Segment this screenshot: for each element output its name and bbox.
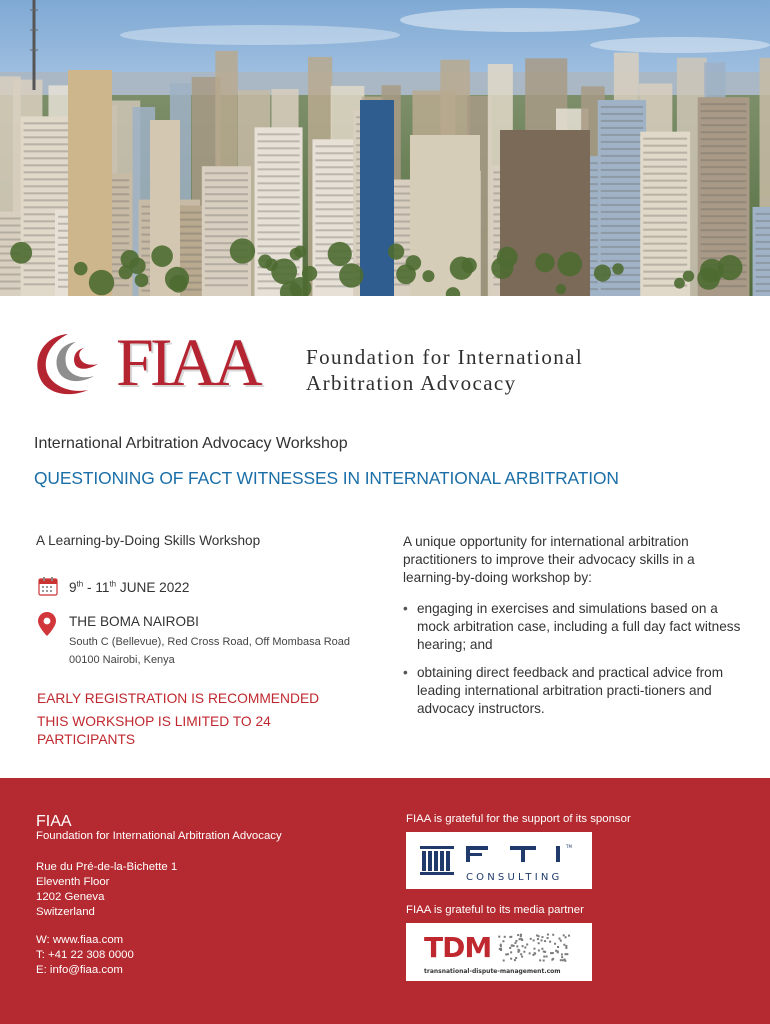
tree	[151, 245, 173, 267]
map-dot	[541, 948, 543, 950]
sponsor-text: FIAA is grateful for the support of its sponsor	[406, 813, 631, 825]
map-dot	[522, 945, 524, 947]
contact-email: E: info@fiaa.com	[36, 964, 123, 976]
footer	[0, 778, 770, 1024]
media-partner-text: FIAA is grateful to its media partner	[406, 904, 584, 916]
map-dot	[507, 953, 509, 955]
map-dot	[500, 945, 502, 947]
workshop-title: QUESTIONING OF FACT WITNESSES IN INTERNATIONAL ARBITRATION	[34, 468, 619, 488]
map-dot	[500, 949, 502, 951]
workshop-type: International Arbitration Advocacy Workshop	[34, 435, 348, 452]
tree	[700, 259, 724, 283]
tree	[557, 252, 582, 277]
map-dot	[524, 947, 526, 949]
map-dot	[515, 940, 517, 942]
workshop-date: 9th - 11th JUNE 2022	[69, 579, 190, 595]
map-dot	[521, 956, 523, 958]
map-dot	[513, 945, 515, 947]
map-dot	[546, 955, 548, 957]
organization-name-line2: Arbitration Advocacy	[306, 371, 517, 395]
participant-limit-notice: THIS WORKSHOP IS LIMITED TO 24 PARTICIPANTS	[37, 714, 271, 747]
map-dot	[530, 938, 532, 940]
map-dot	[516, 945, 518, 947]
map-dot	[529, 952, 531, 954]
tree	[388, 244, 404, 260]
map-dot	[565, 947, 567, 949]
workshop-activities-list	[403, 600, 743, 728]
organization-name	[306, 344, 583, 396]
map-dot	[515, 957, 517, 959]
tree	[556, 284, 566, 294]
tree	[612, 263, 623, 274]
map-dot	[568, 935, 570, 937]
tree	[683, 270, 694, 281]
map-dot	[514, 942, 516, 944]
tree	[328, 242, 352, 266]
map-dot	[517, 934, 519, 936]
map-dot	[510, 951, 512, 953]
map-dot	[539, 959, 541, 961]
map-dot	[533, 939, 535, 941]
tree	[594, 265, 611, 282]
organization-name-line1: Foundation for International	[306, 345, 584, 369]
map-dot	[566, 953, 568, 955]
address-line: 1202 Geneva	[36, 891, 105, 903]
footer-org-name: FIAA	[36, 813, 72, 830]
contact-phone: T: +41 22 308 0000	[36, 949, 134, 961]
map-dot	[561, 953, 563, 955]
venue-address-line2: 00100 Nairobi, Kenya	[69, 654, 175, 666]
fiaa-logo-swoosh-icon	[28, 328, 106, 400]
hero-city-photo	[0, 0, 770, 296]
tree	[674, 278, 685, 289]
venue-address	[69, 633, 350, 669]
map-dot	[538, 949, 540, 951]
map-dot	[520, 953, 522, 955]
tree	[535, 253, 554, 272]
address-line: Eleventh Floor	[36, 876, 110, 888]
map-dot	[557, 951, 559, 953]
calendar-icon	[38, 576, 58, 596]
map-dot	[543, 960, 545, 962]
tree	[74, 262, 88, 276]
map-dot	[514, 959, 516, 961]
map-dot	[552, 952, 554, 954]
media-logo-name: TDM	[424, 931, 492, 964]
tree	[461, 258, 476, 273]
map-dot	[541, 936, 543, 938]
map-dot	[565, 936, 567, 938]
map-dot	[560, 940, 562, 942]
map-dot	[550, 952, 552, 954]
address-line: Rue du Pré-de-la-Bichette 1	[36, 861, 178, 873]
map-dot	[561, 956, 563, 958]
map-dot	[565, 953, 567, 955]
map-dot	[510, 936, 512, 938]
map-dot	[538, 942, 540, 944]
map-dot	[498, 936, 500, 938]
media-logo-sub: transnational-dispute-management.com	[424, 968, 561, 975]
map-dot	[557, 946, 559, 948]
map-dot	[533, 948, 535, 950]
map-dot	[504, 936, 506, 938]
early-registration-notice: EARLY REGISTRATION IS RECOMMENDED	[37, 691, 320, 706]
list-item: • obtaining direct feedback and practical advice from leading international arbitration practi-tioners and advocacy instructors.	[403, 664, 743, 718]
tree	[339, 263, 363, 287]
venue-name: THE BOMA NAIROBI	[69, 614, 199, 629]
map-dot	[547, 933, 549, 935]
workshop-intro: A unique opportunity for international arbitration practitioners to improve their advocacy skills in a learning-by-doing workshop by:	[403, 534, 695, 585]
map-dot	[563, 934, 565, 936]
tree	[497, 247, 518, 268]
map-dot	[552, 958, 554, 960]
tree	[422, 270, 434, 282]
tower	[360, 100, 394, 296]
venue-address-line1: South C (Bellevue), Red Cross Road, Off Mombasa Road	[69, 636, 351, 648]
map-dot	[534, 952, 536, 954]
tree	[119, 265, 133, 279]
map-dot	[544, 951, 546, 953]
list-item: • engaging in exercises and simulations based on a mock arbitration case, including a full day fact witness hearing; and	[403, 600, 743, 654]
map-dot	[543, 956, 545, 958]
map-dot	[560, 959, 562, 961]
map-dot	[503, 959, 505, 961]
sponsor-logo-sub: CONSULTING	[466, 872, 563, 883]
map-dot	[509, 947, 511, 949]
footer-address	[36, 860, 177, 920]
map-dot	[547, 937, 549, 939]
map-dot	[538, 935, 540, 937]
map-dot	[549, 941, 551, 943]
tree	[396, 264, 416, 284]
footer-org-full-name: Foundation for International Arbitration Advocacy	[36, 830, 282, 842]
map-dot	[563, 944, 565, 946]
map-dot	[558, 938, 560, 940]
tdm-logo	[406, 923, 592, 981]
tree	[230, 238, 255, 263]
map-dot	[502, 940, 504, 942]
map-dot	[523, 951, 525, 953]
sponsor-logo-tm: TM	[566, 844, 572, 849]
map-dot	[565, 945, 567, 947]
tree	[10, 242, 32, 264]
fiaa-logo-text: FIAA	[116, 324, 259, 400]
registration-notice	[37, 690, 337, 749]
map-dot	[520, 935, 522, 937]
workshop-tagline: A Learning-by-Doing Skills Workshop	[36, 533, 261, 548]
map-dot	[532, 954, 534, 956]
map-dot	[537, 938, 539, 940]
map-dot	[521, 938, 523, 940]
map-dot	[541, 939, 543, 941]
map-dot	[544, 940, 546, 942]
map-dot	[519, 938, 521, 940]
map-dot	[552, 934, 554, 936]
tower	[68, 70, 112, 296]
address-line: Switzerland	[36, 906, 95, 918]
tree	[165, 267, 189, 291]
tree	[89, 270, 114, 295]
tree	[135, 273, 149, 287]
location-pin-icon	[38, 612, 56, 636]
map-dot	[511, 945, 513, 947]
contact-website: W: www.fiaa.com	[36, 934, 124, 946]
map-dot	[518, 950, 520, 952]
map-dot	[562, 959, 564, 961]
map-dot	[510, 958, 512, 960]
map-dot	[526, 943, 528, 945]
building	[202, 166, 251, 296]
footer-contact	[36, 933, 134, 978]
tree	[258, 254, 272, 268]
tree	[290, 248, 302, 260]
fti-consulting-logo	[406, 832, 592, 889]
map-dot	[564, 960, 566, 962]
map-dot	[554, 943, 556, 945]
